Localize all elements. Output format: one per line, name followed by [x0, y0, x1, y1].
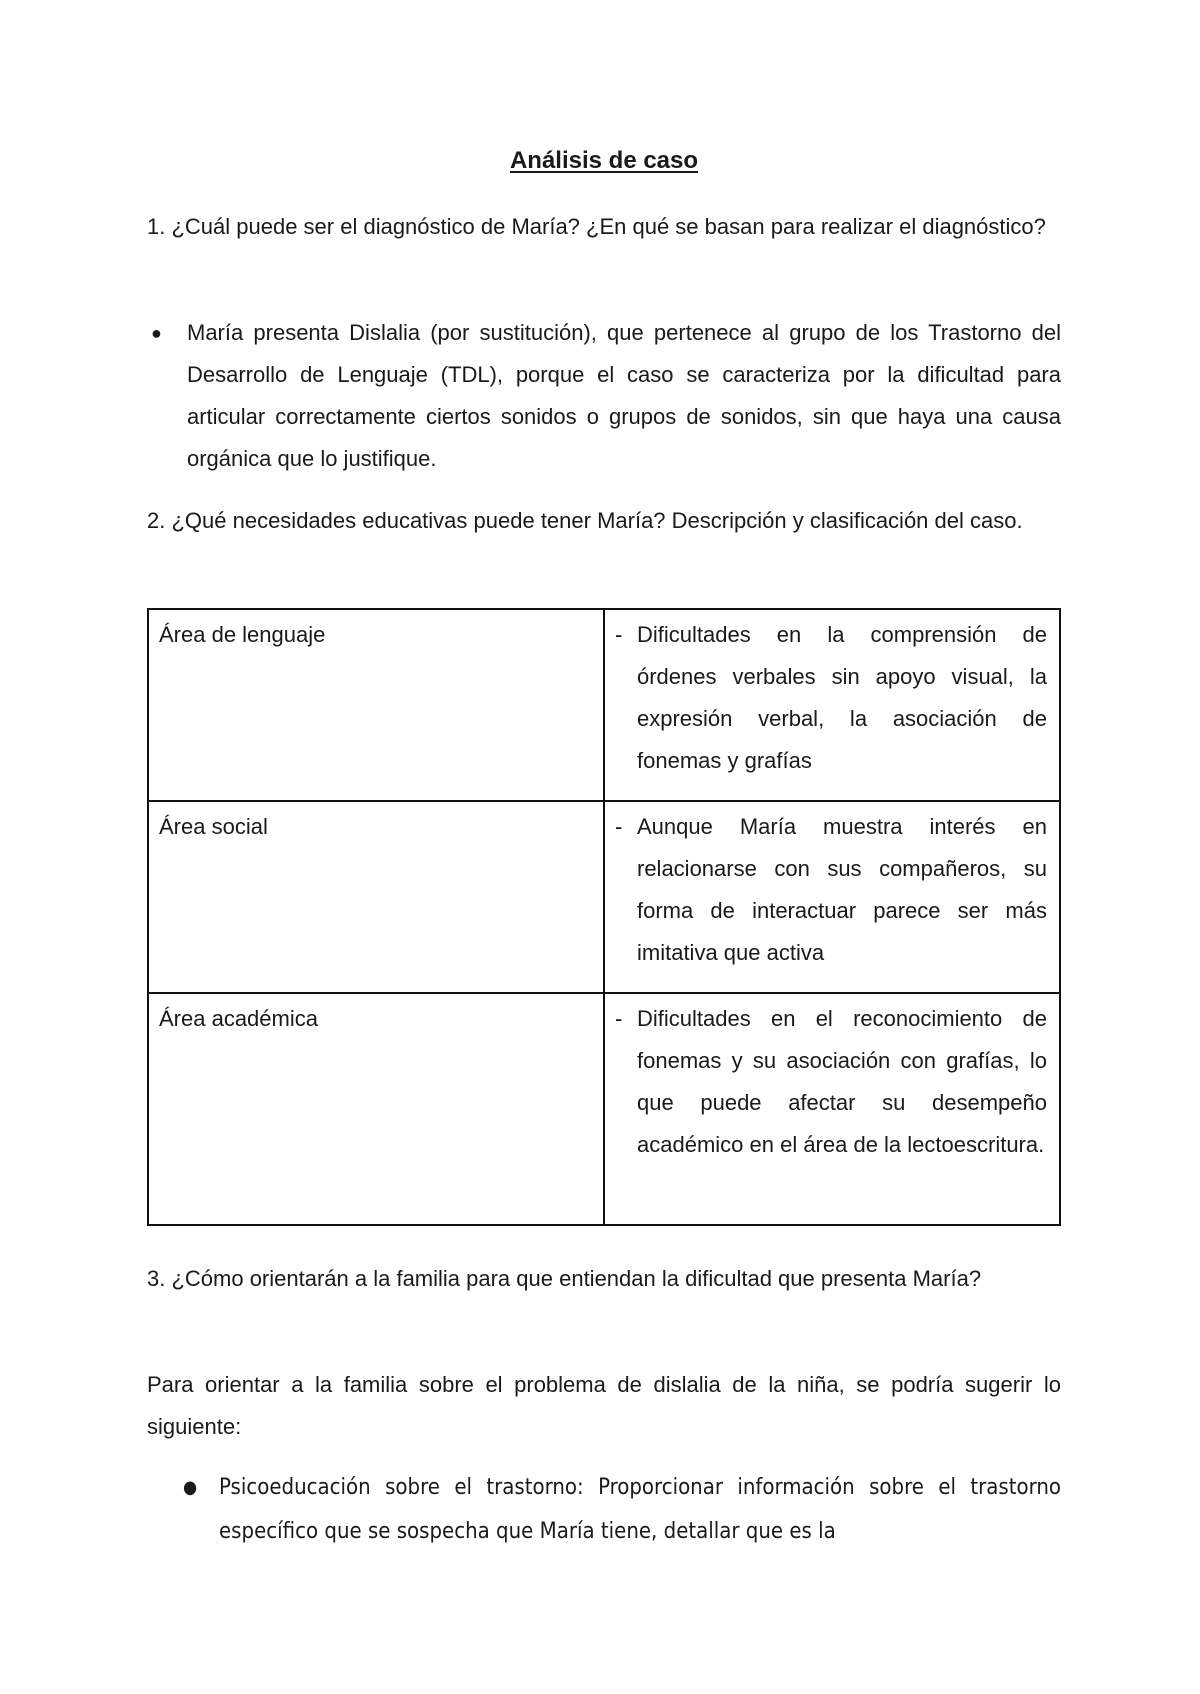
bullet-icon: ● — [151, 323, 162, 343]
dash-marker: - — [615, 622, 623, 647]
table-cell-area: Área académica — [148, 993, 604, 1225]
dash-marker: - — [615, 1006, 623, 1031]
table-row — [148, 609, 1060, 801]
document-title: Análisis de caso — [509, 147, 699, 174]
question-3: 3. ¿Cómo orientarán a la familia para que entiendan la dificultad que presenta María? — [147, 1266, 982, 1291]
bullet-psychoeducation — [183, 1466, 1061, 1554]
dash-marker: - — [615, 814, 623, 839]
table-row — [148, 993, 1060, 1225]
question-2: 2. ¿Qué necesidades educativas puede tener María? Descripción y clasificación del caso. — [147, 508, 1023, 533]
description-text: Dificultades en la comprensión de órdenes verbales sin apoyo visual, la expresión verbal, la asociación de fonemas y grafías — [637, 622, 1047, 773]
bullet-psychoeducation-text: Psicoeducación sobre el trastorno: Proporcionar información sobre el trastorno específico que se sospecha que María tiene, detallar que es la — [219, 1475, 1061, 1544]
intro-paragraph: Para orientar a la familia sobre el problema de dislalia de la niña, se podría sugerir lo siguiente: — [147, 1372, 1061, 1439]
bullet-answer-1 — [151, 312, 1061, 480]
description-text: Aunque María muestra interés en relacionarse con sus compañeros, su forma de interactuar parece ser más imitativa que activa — [637, 814, 1047, 965]
question-1: 1. ¿Cuál puede ser el diagnóstico de María? ¿En qué se basan para realizar el diagnóstico? — [147, 214, 1046, 239]
table-row — [148, 801, 1060, 993]
table-cell-area: Área de lenguaje — [148, 609, 604, 801]
table-cell-description — [604, 609, 1060, 801]
description-text: Dificultades en el reconocimiento de fonemas y su asociación con grafías, lo que puede afectar su desempeño académico en el área de la lectoescritura. — [637, 1006, 1047, 1157]
bullet-icon: ● — [183, 1477, 198, 1498]
table-cell-area: Área social — [148, 801, 604, 993]
needs-table — [147, 608, 1061, 1226]
bullet-answer-1-text: María presenta Dislalia (por sustitución), que pertenece al grupo de los Trastorno del Desarrollo de Lenguaje (TDL), porque el caso se caracteriza por la dificultad para articular correctamente ciertos sonidos o grupos de sonidos, sin que haya una causa orgánica que lo justifique. — [187, 320, 1061, 471]
table-cell-description — [604, 993, 1060, 1225]
table-cell-description — [604, 801, 1060, 993]
